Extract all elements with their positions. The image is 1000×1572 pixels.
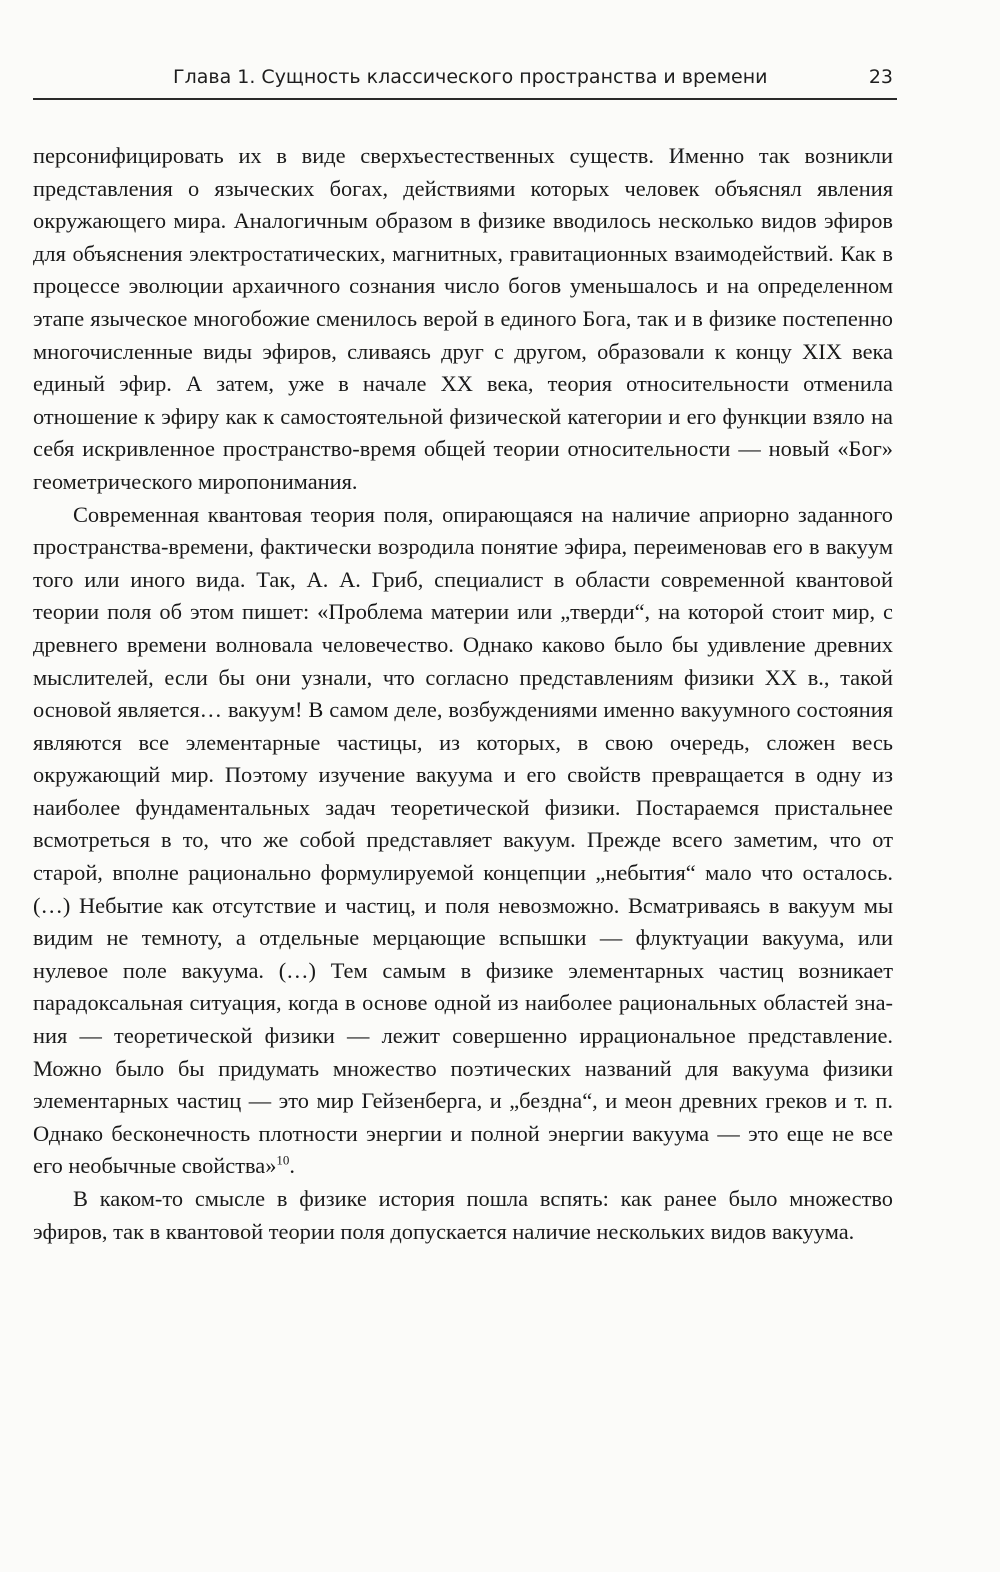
paragraph-2-tail: . <box>289 1153 296 1179</box>
paragraph-1 <box>33 140 893 499</box>
footnote-reference[interactable]: 10 <box>276 1152 290 1168</box>
paragraph-2-text: Современная квантовая теория поля, опирающаяся на наличие априорно заданного пространства-времени, фактически возродила понятие эфира, переименовав его в вакуум того или иного вида. Так, А. А. Гриб, специалист в области современной квантовой теории поля об этом пишет: «Проблема материи или „тверди“, на которой стоит мир, с древнего времени волновала человечество. Однако каково было бы удивление древних мыслителей, если бы они узнали, что согласно представлениям физики XX в., такой основой является… вакуум! В самом деле, возбуждениями именно вакуумного состояния являются все элементарные частицы, из которых, в свою очередь, сложен весь окружающий мир. Поэтому изучение вакуума и его свойств превращается в одну из наиболее фундаментальных задач теоретической физики. Постараемся пристальнее всмотреться в то, что же собой представляет вакуум. Прежде всего заметим, что от старой, вполне рационально формулируемой концепции „небытия“ мало что осталось. (…) Небытие как отсутствие и частиц, и поля невозможно. Всматриваясь в вакуум мы видим не темноту, а отдельные мерцающие вспышки — флуктуации вакуума, или нулевое поле вакуума. (…) Тем самым в физике элементарных частиц возникает парадоксальная ситуация, когда в основе одной из наиболее рациональных областей знания — теоретической физики — лежит совершенно иррациональное представление. Можно было бы придумать множество поэтических названий для вакуума физики элементарных частиц — это мир Гейзенберга, и „бездна“, и меон древних греков и т. п. Однако бесконечность плотности энергии и полной энергии вакуума — это еще не все его необычные свойства» <box>33 501 893 1179</box>
body-text <box>33 140 893 1248</box>
paragraph-3-text: В каком-то смысле в физике история пошла вспять: как ранее было множество эфиров, так в квантовой теории поля допускается наличие нескольких видов вакуума. <box>33 1186 893 1244</box>
paragraph-1-text: персонифицировать их в виде сверхъестественных существ. Именно так возникли представления о языческих богах, действиями которых человек объяснял явления окружающего мира. Аналогичным образом в физике вводилось несколько видов эфиров для объяснения электростатических, магнитных, гравитационных взаимодействий. Как в процессе эволюции архаичного сознания число богов уменьшалось и на определенном этапе языческое многобожие сменилось верой в единого Бога, так и в физике постепенно многочисленные виды эфиров, сливаясь друг с другом, образовали к концу XIX века единый эфир. А затем, уже в начале XX века, теория относительности отменила отношение к эфиру как к самостоятельной физической категории и его функции взяло на себя искривленное пространство-время общей теории относительности — новый «Бог» геометрического миропонимания. <box>33 143 893 494</box>
running-header <box>33 58 897 100</box>
paragraph-2 <box>33 499 893 1183</box>
chapter-title: Глава 1. Сущность классического пространства и времени <box>173 66 768 88</box>
page-number: 23 <box>868 66 893 88</box>
paragraph-3 <box>33 1183 893 1248</box>
